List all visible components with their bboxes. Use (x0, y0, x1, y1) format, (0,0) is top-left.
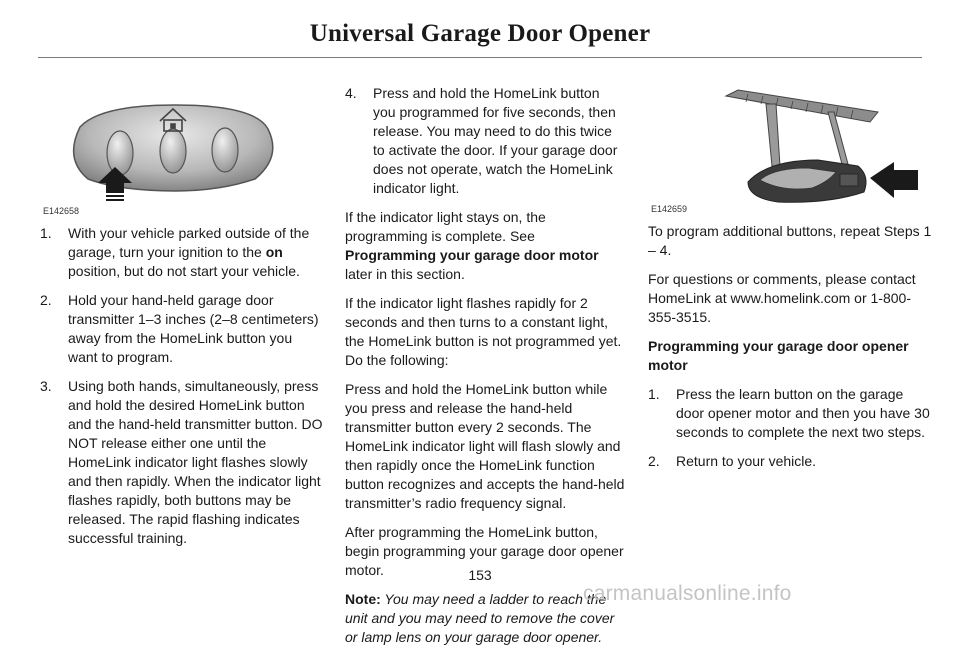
step-text: Return to your vehicle. (676, 453, 817, 469)
step-number: 2. (40, 292, 52, 308)
step-text: Press the learn button on the garage door opener motor and then you have 30 seconds to complete the next two steps. (676, 386, 930, 440)
step-number: 1. (648, 386, 660, 402)
step-list (345, 84, 625, 198)
title-divider (38, 57, 922, 58)
step-list (648, 385, 933, 471)
step-item (648, 385, 933, 442)
homelink-buttons-illustration (60, 87, 290, 207)
cross-reference: Programming your garage door motor (345, 247, 599, 263)
step-item (40, 377, 323, 548)
watermark[interactable]: carmanualsonline.info (583, 582, 792, 605)
step-text: position, but do not start your vehicle. (68, 263, 300, 279)
step-number: 4. (345, 85, 357, 101)
page-title: Universal Garage Door Opener (309, 20, 651, 47)
opener-rail (726, 90, 878, 122)
homelink-button-2 (160, 129, 186, 173)
garage-door-opener-illustration (708, 82, 928, 207)
section-heading: Programming your garage door opener motor (648, 338, 909, 373)
paragraph: If the indicator light flashes rapidly for 2 seconds and then turns to a constant light, the HomeLink button is not programmed yet. Do the following: (345, 295, 622, 368)
step-item (345, 84, 625, 198)
figure-label: E142659 (651, 204, 688, 214)
step-text: Hold your hand-held garage door transmitter 1–3 inches (2–8 centimeters) away from the HomeLink button you want to program. (68, 292, 319, 365)
note-label: Note: (345, 591, 381, 607)
paragraph: Press and hold the HomeLink button while you press and release the hand-held transmitter button every 2 seconds. The HomeLink indicator light will flash slowly and then rapidly once the HomeLink function button recognizes and accepts the hand-held transmitter’s radio frequency signal. (345, 381, 625, 511)
opener-motor-unit (748, 160, 866, 202)
homelink-button-3 (212, 128, 238, 172)
step-text-bold: on (265, 244, 283, 260)
step-number: 1. (40, 225, 52, 241)
note-text: You may need a ladder to reach the unit and you may need to remove the cover or lamp lens on your garage door opener. (345, 591, 615, 645)
homelink-button-1 (107, 131, 133, 175)
step-text: Press and hold the HomeLink button you programmed for five seconds, then release. You may need to do this twice to activate the door. If your garage door does not operate, watch the HomeLink indicator light. (373, 85, 618, 196)
step-item (648, 452, 933, 471)
arrow-left-icon (870, 162, 918, 198)
figure-label: E142658 (43, 206, 80, 216)
paragraph: For questions or comments, please contact HomeLink at www.homelink.com or 1-800-355-3515. (648, 271, 916, 325)
step-item (40, 224, 323, 281)
page-number: 153 (468, 567, 492, 583)
paragraph: To program additional buttons, repeat Steps 1 – 4. (648, 223, 932, 258)
step-list (40, 224, 323, 558)
step-item (40, 291, 323, 367)
step-text: Using both hands, simultaneously, press and hold the desired HomeLink button and the hand-held transmitter button. DO NOT release either one until the HomeLink indicator light flashes slowly and then rapidly. When the indicator light flashes rapidly, both buttons may be released. The rapid flashing indicates successful training. (68, 378, 323, 546)
step-number: 2. (648, 453, 660, 469)
paragraph: After programming the HomeLink button, begin programming your garage door opener motor. (345, 524, 624, 578)
step-number: 3. (40, 378, 52, 394)
step-text: With your vehicle parked outside of the garage, turn your ignition to the (68, 225, 310, 260)
paragraph: If the indicator light stays on, the programming is complete. See Programming your garage door motor later in this section. (345, 209, 599, 282)
